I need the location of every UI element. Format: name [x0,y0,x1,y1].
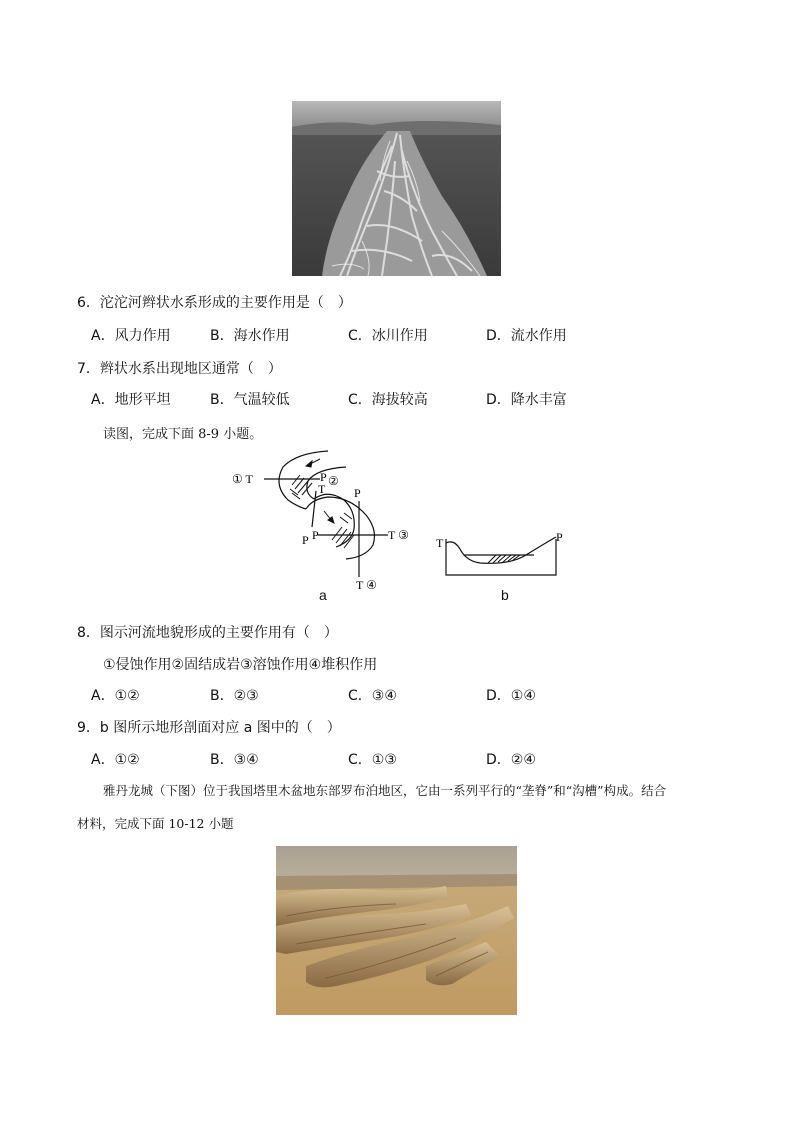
label-circle-2: ② [328,474,339,488]
section-connector [312,491,316,527]
label-t3: T ③ [388,528,409,542]
figure-a [228,445,428,593]
figure-b-profile [430,525,570,580]
question-9-option-a: A．①② [91,752,140,768]
profile-frame [446,539,556,575]
question-8-option-a: A．①② [91,688,140,704]
question-9-option-d: D．②④ [486,752,536,768]
question-6-stem: 6．沱沱河辫状水系形成的主要作用是（ ） [77,295,352,311]
question-7-option-a: A．地形平坦 [91,392,171,408]
question-6-option-b: B．海水作用 [210,328,290,344]
question-9-stem: 9．b 图所示地形剖面对应 a 图中的（ ） [77,720,341,736]
question-9-option-b: B．③④ [210,752,259,768]
figure-b-caption: b [501,587,509,603]
figure-b [430,525,570,580]
intro-8-9: 读图，完成下面 8-9 小题。 [103,427,263,442]
river-bank-inner-lower [314,494,354,547]
question-7-stem: 7．辫状水系出现地区通常（ ） [77,361,282,377]
question-8-choices: ①侵蚀作用②固结成岩③溶蚀作用④堆积作用 [103,657,378,673]
label-t1: ① T [232,472,253,486]
question-9-option-c: C．①③ [348,752,397,768]
intro-10-12-line1: 雅丹龙城（下图）位于我国塔里木盆地东部罗布泊地区，它由一系列平行的“垄脊”和“沟槽”构成。结合 [103,783,667,798]
question-6-option-d: D．流水作用 [486,328,567,344]
label-t4: T ④ [356,578,377,592]
label-p1: P [320,470,327,484]
hatch-upper [292,475,312,495]
braided-river-photo [292,101,501,276]
question-7-option-c: C．海拔较高 [348,392,428,408]
label-p-left-a: P [312,528,319,542]
label-t2: T [318,482,326,496]
braided-river-image [292,101,501,276]
question-8-stem: 8．图示河流地貌形成的主要作用有（ ） [77,625,338,641]
yardang-photo [276,846,517,1015]
label-b-p: P [556,530,563,544]
label-p-top: P [354,486,361,500]
intro-10-12-line2: 材料，完成下面 10-12 小题 [77,816,234,831]
figure-a-diagram [228,445,428,593]
question-8-option-c: C．③④ [348,688,397,704]
question-7-option-d: D．降水丰富 [486,392,567,408]
question-6-option-a: A．风力作用 [91,328,171,344]
yardang-image [276,846,517,1015]
question-8-option-b: B．②③ [210,688,259,704]
question-6-option-c: C．冰川作用 [348,328,428,344]
label-b-t: T [436,536,444,550]
label-p-left-b: P [302,533,309,547]
figure-a-caption: a [319,587,327,603]
question-8-option-d: D．①④ [486,688,536,704]
question-7-option-b: B．气温较低 [210,392,290,408]
